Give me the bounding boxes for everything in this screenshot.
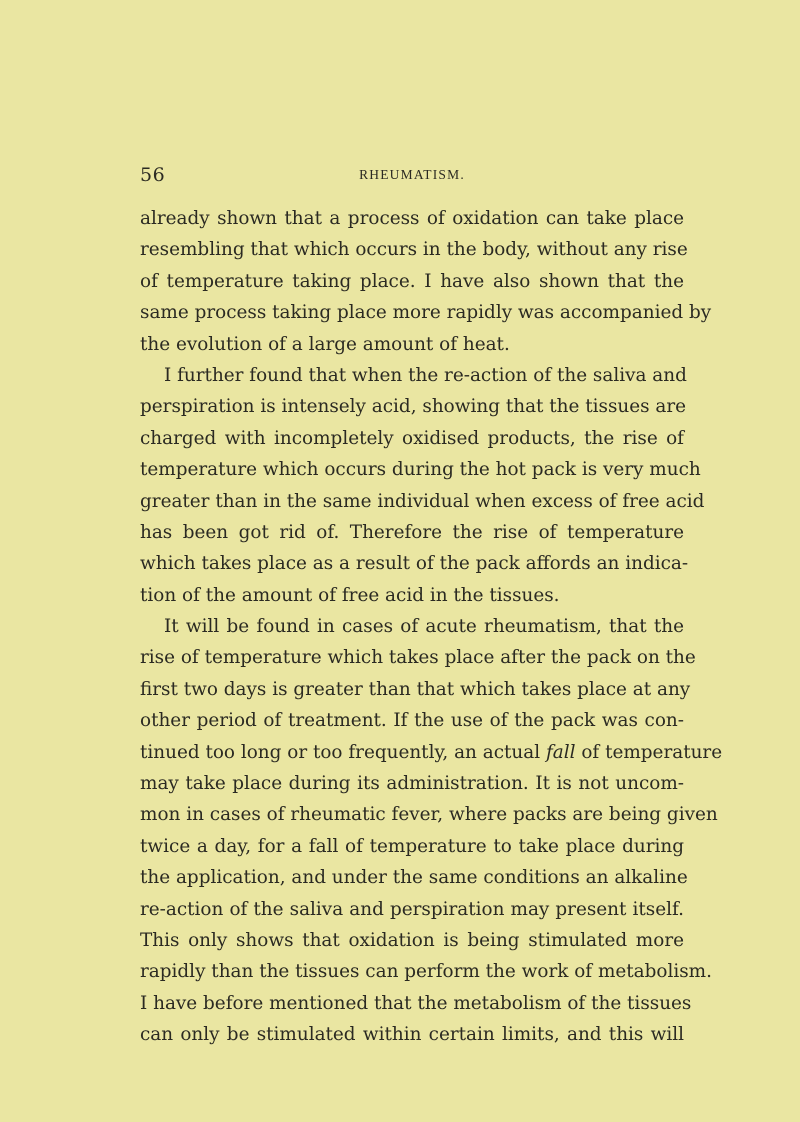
page-header [140, 164, 684, 190]
text-line: can only be stimulated within certain limits, and this will [140, 1024, 684, 1046]
text-line: It will be found in cases of acute rheumatism, that the [164, 616, 684, 638]
text-line: resembling that which occurs in the body, without any rise [140, 239, 688, 261]
body-text [140, 203, 723, 1051]
text-line: re-action of the saliva and perspiration may present itself. [140, 898, 684, 920]
text-segment: of temperature [575, 741, 723, 763]
text-segment: tinued too long or too frequently, an actual [140, 741, 541, 763]
page-number: 56 [140, 164, 166, 186]
text-line: perspiration is intensely acid, showing that the tissues are [140, 396, 687, 418]
text-line: same process taking place more rapidly was accompanied by [140, 302, 712, 324]
text-line: of temperature taking place. I have also shown that the [140, 270, 684, 292]
text-line: I have before mentioned that the metabolism of the tissues [140, 992, 692, 1014]
text-line: charged with incompletely oxidised products, the rise of [140, 427, 684, 449]
text-line-with-italic [140, 737, 723, 768]
text-line: already shown that a process of oxidation can take place [140, 208, 684, 229]
text-line: rise of temperature which takes place after the pack on the [140, 647, 696, 669]
text-line: greater than in the same individual when excess of free acid [140, 490, 705, 512]
text-line: has been got rid of. Therefore the rise of temperature [140, 521, 684, 543]
text-line: rapidly than the tissues can perform the work of metabolism. [140, 961, 712, 983]
text-line: This only shows that oxidation is being stimulated more [140, 929, 684, 951]
text-line: other period of treatment. If the use of the pack was con- [140, 710, 684, 732]
text-line: temperature which occurs during the hot pack is very much [140, 459, 701, 481]
text-line: tion of the amount of free acid in the tissues. [140, 584, 560, 606]
running-head: RHEUMATISM. [359, 167, 465, 182]
text-line: may take place during its administration. It is not uncom- [140, 773, 684, 795]
text-line: twice a day, for a fall of temperature to take place during [140, 835, 684, 857]
text-line: mon in cases of rheumatic fever, where packs are being given [140, 804, 718, 826]
text-line: the evolution of a large amount of heat. [140, 333, 510, 355]
italic-word: fall [545, 741, 576, 763]
text-line: first two days is greater than that which takes place at any [140, 678, 691, 700]
text-line: I further found that when the re-action of the saliva and [164, 364, 687, 386]
text-line: the application, and under the same conditions an alkaline [140, 867, 688, 889]
text-line: which takes place as a result of the pack affords an indica- [140, 553, 689, 575]
